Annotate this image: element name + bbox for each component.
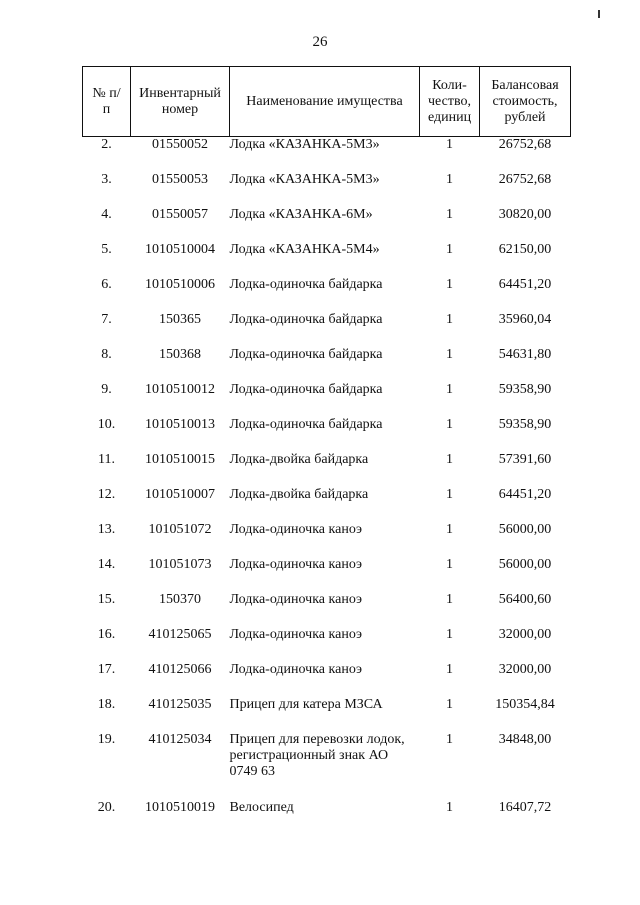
balance-cost: 150354,84 bbox=[495, 697, 555, 712]
row-number: 17. bbox=[97, 662, 116, 677]
inventory-number: 150365 bbox=[159, 312, 201, 327]
inventory-number: 1010510007 bbox=[145, 487, 215, 502]
quantity: 1 bbox=[446, 522, 453, 537]
quantity: 1 bbox=[446, 697, 453, 712]
table-row bbox=[83, 452, 571, 487]
table-row bbox=[83, 312, 571, 347]
quantity: 1 bbox=[446, 732, 453, 747]
balance-cost: 59358,90 bbox=[498, 417, 552, 432]
table-row bbox=[83, 697, 571, 732]
balance-cost: 32000,00 bbox=[498, 627, 552, 642]
table-row bbox=[83, 172, 571, 207]
row-number: 18. bbox=[97, 697, 116, 712]
property-name: Лодка «КАЗАНКА-5М4» bbox=[229, 242, 380, 257]
table-row bbox=[83, 522, 571, 557]
row-number: 4. bbox=[101, 207, 112, 222]
row-number: 13. bbox=[97, 522, 116, 537]
row-number: 9. bbox=[101, 382, 112, 397]
quantity: 1 bbox=[446, 312, 453, 327]
row-number: 5. bbox=[101, 242, 112, 257]
property-name: Лодка-одиночка каноэ bbox=[229, 592, 362, 607]
table-row bbox=[83, 662, 571, 697]
quantity: 1 bbox=[446, 347, 453, 362]
inventory-number: 01550053 bbox=[152, 172, 208, 187]
row-number: 15. bbox=[97, 592, 116, 607]
balance-cost: 16407,72 bbox=[498, 800, 552, 815]
inventory-number: 410125065 bbox=[148, 627, 212, 642]
row-number: 3. bbox=[101, 172, 112, 187]
quantity: 1 bbox=[446, 800, 453, 815]
inventory-number: 410125035 bbox=[148, 697, 212, 712]
balance-cost: 62150,00 bbox=[498, 242, 552, 257]
table-row bbox=[83, 347, 571, 382]
balance-cost: 26752,68 bbox=[498, 137, 552, 152]
balance-cost: 34848,00 bbox=[498, 732, 552, 747]
property-name: Лодка-одиночка байдарка bbox=[229, 312, 383, 327]
header-cost-label: Балансовая стоимость, рублей bbox=[491, 77, 559, 125]
row-number: 20. bbox=[97, 800, 116, 815]
header-qty-label: Коли-чество, единиц bbox=[427, 77, 472, 125]
table-row bbox=[83, 487, 571, 522]
quantity: 1 bbox=[446, 662, 453, 677]
header-num-label: № п/п bbox=[92, 85, 121, 117]
inventory-number: 150368 bbox=[159, 347, 201, 362]
row-number: 11. bbox=[98, 452, 115, 467]
balance-cost: 64451,20 bbox=[498, 487, 552, 502]
table-row bbox=[83, 800, 571, 835]
row-number: 19. bbox=[97, 732, 116, 747]
quantity: 1 bbox=[446, 452, 453, 467]
row-number: 7. bbox=[101, 312, 112, 327]
inventory-number: 01550052 bbox=[152, 137, 208, 152]
property-name: Велосипед bbox=[229, 800, 294, 815]
property-name: Лодка-двойка байдарка bbox=[229, 487, 369, 502]
property-name: Лодка-одиночка байдарка bbox=[229, 382, 383, 397]
balance-cost: 32000,00 bbox=[498, 662, 552, 677]
inventory-number: 01550057 bbox=[152, 207, 208, 222]
table-row bbox=[83, 417, 571, 452]
row-number: 12. bbox=[97, 487, 116, 502]
table-row bbox=[83, 137, 571, 173]
property-name: Лодка-одиночка каноэ bbox=[229, 522, 362, 537]
table-row bbox=[83, 207, 571, 242]
header-inventory bbox=[131, 67, 230, 137]
inventory-number: 1010510004 bbox=[145, 242, 215, 257]
table-header-row bbox=[83, 67, 571, 137]
inventory-number: 101051072 bbox=[148, 522, 212, 537]
property-name: Лодка «КАЗАНКА-5М3» bbox=[229, 172, 380, 187]
inventory-number: 150370 bbox=[159, 592, 201, 607]
balance-cost: 56400,60 bbox=[498, 592, 552, 607]
header-num bbox=[83, 67, 131, 137]
quantity: 1 bbox=[446, 417, 453, 432]
quantity: 1 bbox=[446, 242, 453, 257]
property-name: Лодка-одиночка каноэ bbox=[229, 662, 362, 677]
header-inventory-label: Инвентарный номер bbox=[139, 85, 221, 117]
property-name: Лодка-одиночка байдарка bbox=[229, 417, 383, 432]
property-name: Лодка «КАЗАНКА-5М3» bbox=[229, 137, 380, 152]
quantity: 1 bbox=[446, 557, 453, 572]
row-number: 10. bbox=[97, 417, 116, 432]
property-name: Лодка-двойка байдарка bbox=[229, 452, 369, 467]
table-row bbox=[83, 732, 571, 800]
balance-cost: 56000,00 bbox=[498, 522, 552, 537]
inventory-number: 1010510013 bbox=[145, 417, 215, 432]
balance-cost: 64451,20 bbox=[498, 277, 552, 292]
table-row bbox=[83, 557, 571, 592]
balance-cost: 26752,68 bbox=[498, 172, 552, 187]
quantity: 1 bbox=[446, 627, 453, 642]
quantity: 1 bbox=[446, 207, 453, 222]
header-name: Наименование имущества bbox=[230, 67, 420, 137]
property-name: Лодка-одиночка каноэ bbox=[229, 627, 362, 642]
balance-cost: 59358,90 bbox=[498, 382, 552, 397]
header-qty bbox=[420, 67, 480, 137]
property-name: Лодка «КАЗАНКА-6М» bbox=[229, 207, 373, 222]
inventory-number: 410125066 bbox=[148, 662, 212, 677]
balance-cost: 57391,60 bbox=[498, 452, 552, 467]
inventory-number: 101051073 bbox=[148, 557, 212, 572]
property-name: Лодка-одиночка байдарка bbox=[229, 277, 383, 292]
row-number: 6. bbox=[101, 277, 112, 292]
quantity: 1 bbox=[446, 172, 453, 187]
inventory-number: 1010510012 bbox=[145, 382, 215, 397]
quantity: 1 bbox=[446, 487, 453, 502]
table-row bbox=[83, 592, 571, 627]
quantity: 1 bbox=[446, 137, 453, 152]
inventory-number: 1010510006 bbox=[145, 277, 215, 292]
quantity: 1 bbox=[446, 277, 453, 292]
row-number: 14. bbox=[97, 557, 116, 572]
balance-cost: 56000,00 bbox=[498, 557, 552, 572]
table-row bbox=[83, 277, 571, 312]
property-name: Прицеп для катера МЗСА bbox=[229, 697, 383, 712]
header-cost bbox=[480, 67, 571, 137]
balance-cost: 35960,04 bbox=[498, 312, 552, 327]
row-number: 2. bbox=[101, 137, 112, 152]
property-name: Лодка-одиночка каноэ bbox=[229, 557, 362, 572]
balance-cost: 30820,00 bbox=[498, 207, 552, 222]
table-row bbox=[83, 242, 571, 277]
inventory-table bbox=[82, 66, 571, 835]
quantity: 1 bbox=[446, 592, 453, 607]
property-name: Лодка-одиночка байдарка bbox=[229, 347, 383, 362]
scan-mark bbox=[598, 10, 600, 18]
balance-cost: 54631,80 bbox=[498, 347, 552, 362]
page-number: 26 bbox=[312, 34, 328, 50]
row-number: 16. bbox=[97, 627, 116, 642]
inventory-number: 410125034 bbox=[148, 732, 212, 747]
inventory-number: 1010510015 bbox=[145, 452, 215, 467]
row-number: 8. bbox=[101, 347, 112, 362]
table-row bbox=[83, 382, 571, 417]
quantity: 1 bbox=[446, 382, 453, 397]
property-name: Прицеп для перевозки лодок, регистрационный знак АО 0749 63 bbox=[229, 732, 405, 779]
inventory-number: 1010510019 bbox=[145, 800, 215, 815]
table-row bbox=[83, 627, 571, 662]
